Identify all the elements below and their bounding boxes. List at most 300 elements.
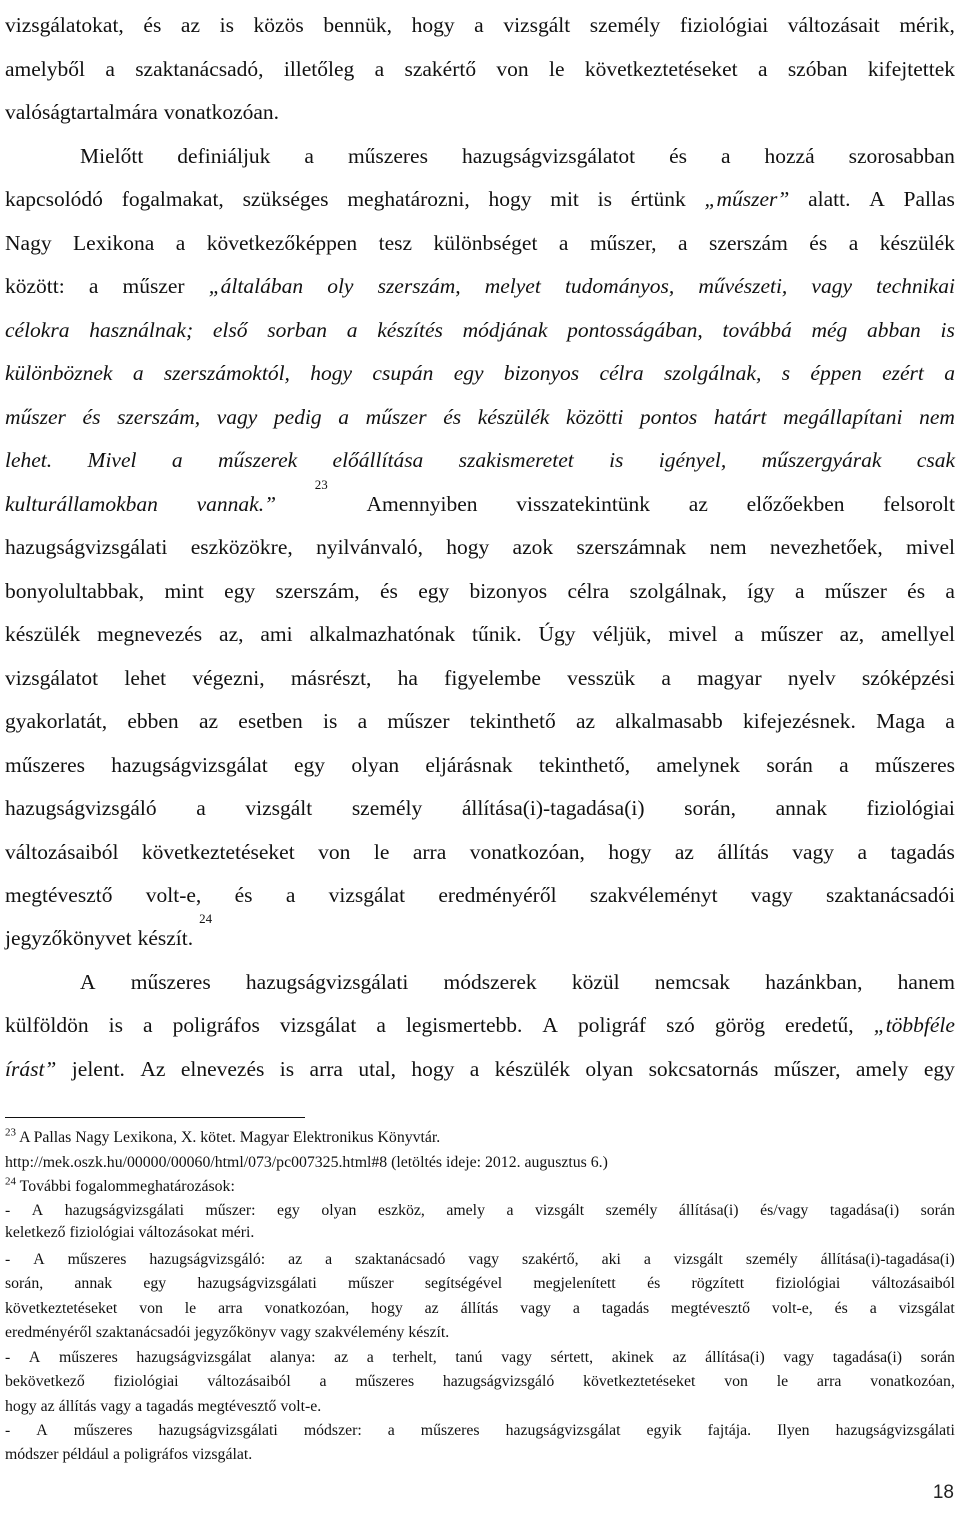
word: értünk xyxy=(630,187,686,211)
word: használnak; xyxy=(89,318,194,342)
word: oly xyxy=(327,274,354,298)
footnote-23-text: A Pallas Nagy Lexikona, X. kötet. Magyar Elektronikus Könyvtár. xyxy=(19,1129,441,1146)
word: változásokat xyxy=(138,1224,218,1241)
body-line xyxy=(5,54,955,84)
word: tudományos, xyxy=(564,274,675,298)
word: során, xyxy=(684,796,737,820)
word: előállítása xyxy=(332,448,424,472)
word: kifejtettek xyxy=(867,57,955,81)
word: von xyxy=(496,57,529,81)
word: nem xyxy=(709,535,747,559)
word: mivel xyxy=(906,535,955,559)
body-line xyxy=(5,880,955,910)
word: fajtája. xyxy=(707,1422,752,1439)
word: műszeres xyxy=(130,970,211,994)
word: műszeres xyxy=(347,144,428,168)
word: külföldön xyxy=(5,1013,89,1037)
word: változásaiból xyxy=(207,1373,291,1390)
word: - xyxy=(5,1349,11,1366)
word: le xyxy=(548,57,565,81)
word: hogy xyxy=(411,13,455,37)
word: hogy xyxy=(411,1057,455,1081)
word: utal, xyxy=(358,1057,396,1081)
word: a xyxy=(338,405,350,429)
word: változásait xyxy=(787,13,880,37)
word: határt xyxy=(713,405,767,429)
word: műszeres xyxy=(58,1349,118,1366)
word: különböznek xyxy=(5,361,113,385)
word: tagadás xyxy=(601,1300,650,1317)
word: Mielőtt xyxy=(80,144,144,168)
word: állítása(i) xyxy=(678,1202,739,1219)
word: szerszám xyxy=(709,231,788,255)
word: következőképpen xyxy=(206,231,358,255)
word: továbbá xyxy=(722,318,792,342)
word: hogy xyxy=(608,840,652,864)
word: pedig xyxy=(273,405,322,429)
word: le xyxy=(373,840,390,864)
word: olyan xyxy=(321,1202,357,1219)
word: készülék xyxy=(5,622,81,646)
word: definiáljuk xyxy=(177,144,271,168)
word: is xyxy=(940,318,955,342)
footnote-line xyxy=(5,1322,955,1344)
word: szakismeretet xyxy=(458,448,574,472)
word: csak xyxy=(916,448,955,472)
body-line xyxy=(5,358,955,388)
body-line xyxy=(5,1010,955,1040)
word: technikai xyxy=(876,274,955,298)
word: nem xyxy=(919,405,955,429)
word: vagy xyxy=(216,405,258,429)
word: változásaiból xyxy=(5,840,119,864)
word: hazugságvizsgálat xyxy=(111,753,268,777)
footnote-23-url: http://mek.oszk.hu/00000/00060/html/073/pc007325.html#8 (letöltés ideje: 2012. augusztus 6.) xyxy=(5,1154,608,1171)
word: kapcsolódó xyxy=(5,187,103,211)
word: műszer xyxy=(824,579,887,603)
word: visszatekintünk xyxy=(516,492,651,516)
word: hazugságvizsgálat xyxy=(136,1349,252,1366)
word: keletkező xyxy=(5,1224,66,1241)
word: bennük, xyxy=(323,13,392,37)
word: vagy xyxy=(783,1349,815,1366)
word: a xyxy=(374,57,385,81)
word: készülék xyxy=(879,231,955,255)
word: vonatkozóan. xyxy=(163,100,280,124)
word: poligráfos xyxy=(124,1446,189,1463)
word: is xyxy=(219,13,234,37)
word: annak xyxy=(74,1275,113,1292)
word: illetőleg xyxy=(283,57,355,81)
word: és xyxy=(647,1275,661,1292)
word: hazugságvizsgálati xyxy=(245,970,409,994)
word: pontosságában, xyxy=(567,318,703,342)
word: Mivel xyxy=(87,448,137,472)
word: vonatkozóan, xyxy=(264,1300,350,1317)
word: az xyxy=(288,1251,303,1268)
word: von xyxy=(139,1300,163,1317)
word: a xyxy=(143,1013,153,1037)
word: arra xyxy=(218,1300,243,1317)
body-line xyxy=(5,576,955,606)
word: például xyxy=(62,1446,110,1463)
word: módszerek xyxy=(443,970,537,994)
word: annak xyxy=(775,796,827,820)
word: az xyxy=(180,13,201,37)
word: vagy xyxy=(520,1300,551,1317)
word: módszer xyxy=(5,1446,59,1463)
word: arra xyxy=(412,840,447,864)
word: műszer xyxy=(365,405,427,429)
footnote-reference: 24 xyxy=(199,911,213,926)
word: véljük, xyxy=(592,622,652,646)
footnote-23 xyxy=(5,1127,955,1149)
word: terhelt, xyxy=(392,1349,437,1366)
word: volt-e. xyxy=(280,1398,322,1415)
word: szakvélemény xyxy=(314,1324,405,1341)
word: lehet. xyxy=(5,448,53,472)
footnote-24 xyxy=(5,1176,955,1198)
word: alkalmazhatónak xyxy=(309,622,456,646)
word: és/vagy xyxy=(760,1202,809,1219)
word: - xyxy=(5,1422,11,1439)
body-line xyxy=(5,793,955,823)
word: állítás xyxy=(460,1300,499,1317)
word: szerszám, xyxy=(275,579,360,603)
word: A xyxy=(869,187,885,211)
word: hazánkban, xyxy=(765,970,863,994)
word: éppen xyxy=(810,361,862,385)
footnote-line xyxy=(5,1396,955,1418)
word: szaktanácsadói xyxy=(826,883,955,907)
word: során xyxy=(920,1202,955,1219)
word: jegyzőkönyv xyxy=(194,1324,277,1341)
word: tagadás xyxy=(890,840,955,864)
word: vagy xyxy=(750,883,793,907)
word: műszeres xyxy=(355,1373,415,1390)
word: és xyxy=(907,579,926,603)
word: különbséget xyxy=(433,231,538,255)
word: szóban xyxy=(787,57,848,81)
word: hogy xyxy=(446,535,490,559)
word: a xyxy=(857,840,867,864)
word: szolgálnak, xyxy=(664,361,762,385)
word: hazugságvizsgáló xyxy=(5,796,157,820)
word: vizsgált xyxy=(673,1251,723,1268)
word: aki xyxy=(601,1251,621,1268)
word: a xyxy=(88,274,99,298)
word: meghatározni, xyxy=(347,187,470,211)
word: Nagy xyxy=(5,231,52,255)
footnote-separator xyxy=(5,1117,305,1118)
word: szaktanácsadói xyxy=(95,1324,191,1341)
word: vagy xyxy=(100,1398,132,1415)
word: hazugságvizsgálatot xyxy=(461,144,636,168)
word: személy xyxy=(589,13,661,37)
word: és xyxy=(809,231,828,255)
word: sorban xyxy=(267,318,327,342)
word: fiziológiai xyxy=(69,1224,135,1241)
word: az, xyxy=(839,622,865,646)
word: a xyxy=(661,666,671,690)
word: szakvéleményt xyxy=(589,883,718,907)
word: bizonyos xyxy=(503,361,580,385)
word: hogy xyxy=(5,1398,37,1415)
word: lehet xyxy=(124,666,167,690)
word: gyakorlatát, xyxy=(5,709,108,733)
word: állítás xyxy=(717,840,769,864)
body-line xyxy=(5,271,955,301)
word: bizonyos xyxy=(469,579,548,603)
word: eljárásnak xyxy=(425,753,513,777)
word: felsorolt xyxy=(883,492,955,516)
word: von xyxy=(724,1373,748,1390)
body-line xyxy=(5,10,955,40)
word: vagy xyxy=(468,1251,500,1268)
word: Ilyen xyxy=(777,1422,810,1439)
word: a xyxy=(734,622,744,646)
word: szerszámoktól, xyxy=(163,361,290,385)
word: az xyxy=(198,709,219,733)
word: között: xyxy=(5,274,65,298)
word: az xyxy=(424,1300,439,1317)
word: módjának xyxy=(462,318,548,342)
word: a xyxy=(945,579,955,603)
word: ebben xyxy=(127,709,179,733)
word: műszergyárak xyxy=(761,448,882,472)
word: műszer: xyxy=(205,1202,256,1219)
word: műszer, xyxy=(773,1057,841,1081)
word: szerszámnak xyxy=(576,535,687,559)
word: A xyxy=(80,970,96,994)
word: eszköz, xyxy=(377,1202,425,1219)
body-line xyxy=(5,184,955,214)
word: olyan xyxy=(585,1057,634,1081)
word: a xyxy=(346,318,358,342)
body-line xyxy=(5,837,955,867)
word: tagadása(i) xyxy=(832,1349,903,1366)
footnote-24-number: 24 xyxy=(5,1175,16,1188)
word: arra xyxy=(309,1057,343,1081)
word: hazugságvizsgálati xyxy=(158,1422,278,1439)
word: előzőekben xyxy=(746,492,845,516)
word: Az xyxy=(140,1057,166,1081)
word: fiziológiai xyxy=(113,1373,179,1390)
word: arra xyxy=(816,1373,842,1390)
word: megnevezés xyxy=(97,622,203,646)
body-line xyxy=(5,315,955,345)
word: fogalmakat, xyxy=(121,187,224,211)
word: és xyxy=(834,1300,848,1317)
word: a xyxy=(945,709,955,733)
word: hazugságvizsgáló xyxy=(442,1373,555,1390)
word: és xyxy=(669,144,687,168)
word: eredményéről xyxy=(5,1324,92,1341)
word: Lexikona xyxy=(73,231,155,255)
word: célra xyxy=(599,361,644,385)
word: elnevezés xyxy=(180,1057,265,1081)
word: a xyxy=(376,1013,386,1037)
word: a xyxy=(474,13,484,37)
word: le xyxy=(776,1373,789,1390)
word: hazugságvizsgálati xyxy=(5,535,168,559)
word: is xyxy=(279,1057,295,1081)
word: s xyxy=(781,361,791,385)
word: során xyxy=(766,753,813,777)
word: szükséges xyxy=(242,187,329,211)
word: következtetéseket xyxy=(584,57,738,81)
word: műszeres xyxy=(73,1422,133,1439)
body-line xyxy=(5,967,955,997)
word: készít. xyxy=(408,1324,450,1341)
word: műszer xyxy=(122,274,185,298)
word: - xyxy=(5,1202,11,1219)
word: „általában xyxy=(208,274,304,298)
word: szolgálnak, xyxy=(629,579,727,603)
word: abban xyxy=(867,318,921,342)
footnote-line xyxy=(5,1371,955,1393)
word: műszer xyxy=(760,622,823,646)
word: pontos xyxy=(639,405,698,429)
footnote-line xyxy=(5,1347,955,1369)
word: szaktanácsadó xyxy=(355,1251,446,1268)
word: A xyxy=(36,1422,48,1439)
word: szakértő, xyxy=(522,1251,579,1268)
body-line xyxy=(5,911,955,953)
word: - xyxy=(5,1251,11,1268)
word: a xyxy=(643,1251,651,1268)
word: a xyxy=(366,1349,374,1366)
word: a xyxy=(757,57,768,81)
word: a xyxy=(572,1300,580,1317)
word: vizsgálatot xyxy=(5,666,99,690)
word: az xyxy=(575,709,596,733)
word: személy xyxy=(605,1202,658,1219)
word: mint xyxy=(164,579,204,603)
word: mit xyxy=(550,187,579,211)
word: mivel xyxy=(668,622,718,646)
footnote-reference: 23 xyxy=(314,477,328,492)
word: Pallas xyxy=(903,187,955,211)
word: hozzá xyxy=(764,144,815,168)
word: szorosabban xyxy=(848,144,955,168)
word: vagy xyxy=(501,1349,532,1366)
word: a xyxy=(678,231,688,255)
body-line xyxy=(5,402,955,432)
word: a xyxy=(285,883,296,907)
word: nyelv xyxy=(787,666,836,690)
word: következtetéseket xyxy=(5,1300,118,1317)
word: magyar xyxy=(697,666,762,690)
word: hazugságvizsgálat xyxy=(505,1422,621,1439)
word: első xyxy=(212,318,248,342)
word: a xyxy=(132,361,144,385)
word: szaktanácsadó, xyxy=(135,57,264,81)
word: a xyxy=(357,709,368,733)
word: görög xyxy=(714,1013,765,1037)
word: egy xyxy=(418,579,450,603)
word: célokra xyxy=(5,318,70,342)
word: egy xyxy=(923,1057,955,1081)
word: szerszám, xyxy=(377,274,461,298)
word: ami xyxy=(260,622,293,646)
body-line xyxy=(5,445,955,475)
word: szerszám, xyxy=(117,405,201,429)
word: így xyxy=(747,579,775,603)
word: sokcsatornás xyxy=(648,1057,759,1081)
word: vesszük xyxy=(567,666,636,690)
footnote-line xyxy=(5,1444,955,1466)
word: akinek xyxy=(611,1349,654,1366)
word: az xyxy=(674,840,694,864)
word: és xyxy=(143,13,162,37)
word: Úgy xyxy=(538,622,576,646)
word: Amennyiben xyxy=(366,492,478,516)
body-line xyxy=(5,750,955,780)
word: kifejezésnek. xyxy=(743,709,856,733)
word: állítás xyxy=(58,1398,97,1415)
footnote-line xyxy=(5,1420,955,1442)
word: megtévesztő xyxy=(5,883,113,907)
word: hazugságvizsgálati xyxy=(835,1422,955,1439)
word: A xyxy=(28,1349,41,1366)
word: tesz xyxy=(378,231,413,255)
word: amelyből xyxy=(5,57,86,81)
word: von xyxy=(318,840,351,864)
word: a xyxy=(558,231,569,255)
word: vizsgált xyxy=(535,1202,585,1219)
word: a xyxy=(135,1398,143,1415)
word: módszer: xyxy=(303,1422,362,1439)
word: eszközökre, xyxy=(190,535,293,559)
word: és xyxy=(234,883,253,907)
word: vizsgálat xyxy=(898,1300,955,1317)
word: műszeres xyxy=(420,1422,480,1439)
word: a xyxy=(387,1422,395,1439)
word: az xyxy=(688,492,708,516)
word: A xyxy=(542,1013,558,1037)
word: készítés xyxy=(377,318,443,342)
word: a xyxy=(319,1373,327,1390)
word: poligráf xyxy=(578,1013,647,1037)
word: volt-e, xyxy=(145,883,202,907)
word: vizsgált xyxy=(503,13,571,37)
word: vonatkozóan, xyxy=(870,1373,955,1390)
word: az, xyxy=(219,622,244,646)
word: A xyxy=(33,1251,45,1268)
word: állítása(i) xyxy=(705,1349,765,1366)
word: bonyolultabbak, xyxy=(5,579,145,603)
word: az xyxy=(334,1349,349,1366)
word: fiziológiai xyxy=(679,13,769,37)
word: azok xyxy=(512,535,554,559)
word: közötti xyxy=(565,405,624,429)
word: tekinthető, xyxy=(538,753,631,777)
body-line xyxy=(5,619,955,649)
word: tagadás xyxy=(146,1398,194,1415)
word: személy xyxy=(351,796,423,820)
body-line xyxy=(5,97,955,127)
word: még xyxy=(811,318,848,342)
word: műszeres xyxy=(5,753,85,777)
word: alatt. xyxy=(808,187,851,211)
body-line xyxy=(5,477,955,519)
word: egy xyxy=(224,579,256,603)
footnote-line xyxy=(5,1200,955,1222)
word: Maga xyxy=(876,709,926,733)
word: méri. xyxy=(221,1224,255,1241)
word: hogy xyxy=(488,187,532,211)
